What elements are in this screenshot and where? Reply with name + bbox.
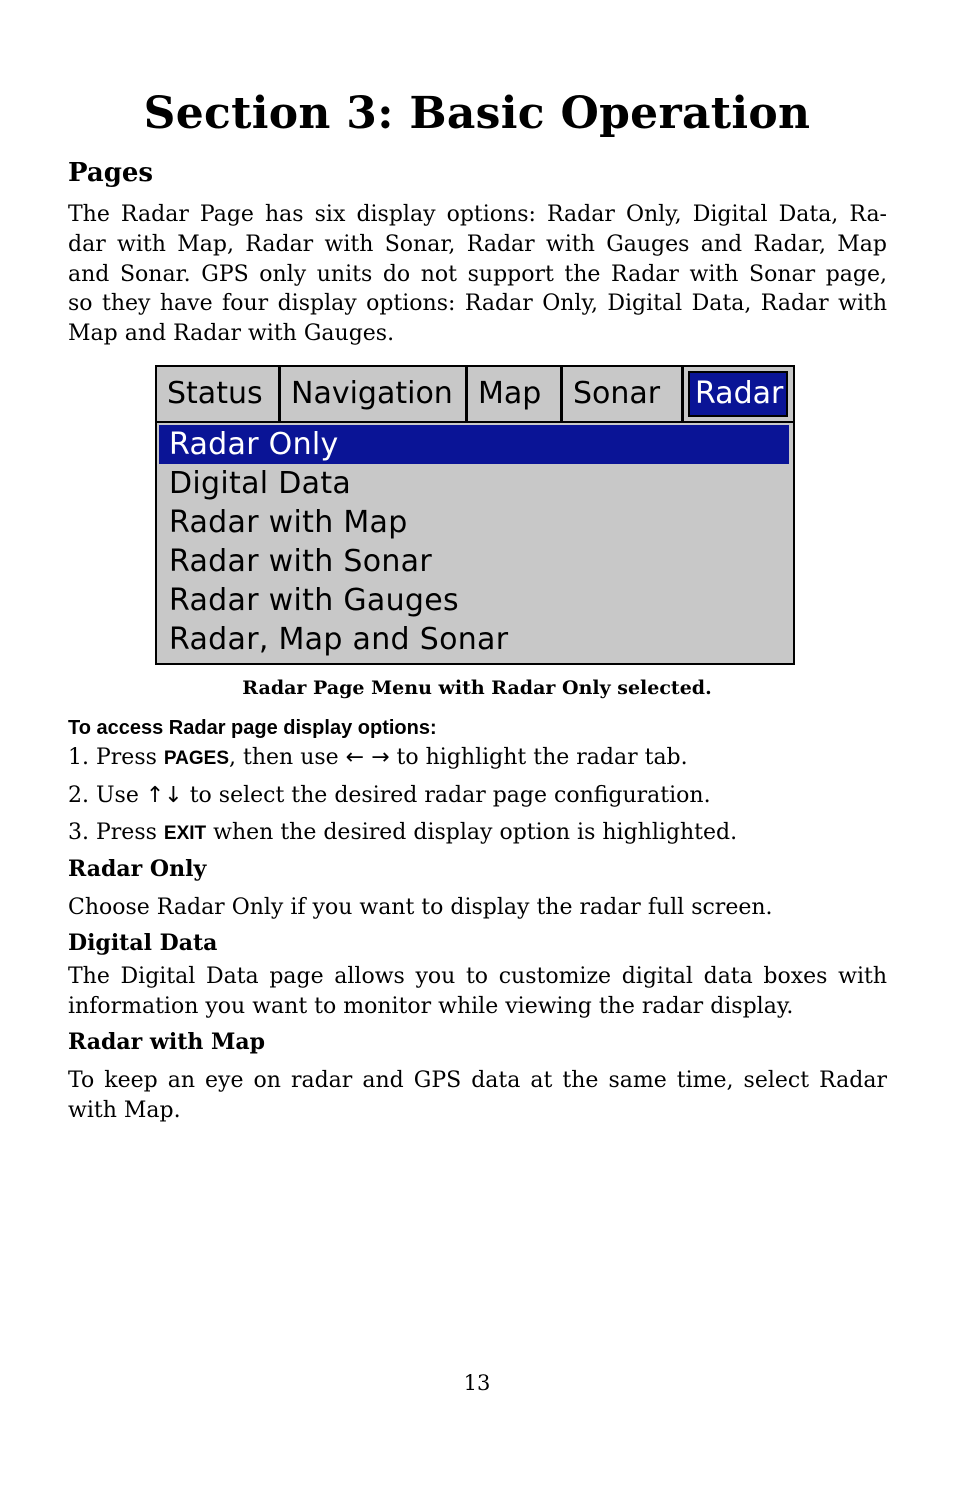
step-text: , then use <box>229 745 346 770</box>
menu-item-radar-with-sonar[interactable]: Radar with Sonar <box>169 544 432 579</box>
menu-item-radar-only[interactable]: Radar Only <box>159 425 789 464</box>
step-1 <box>68 744 688 773</box>
tab-sonar[interactable]: Sonar <box>573 376 661 411</box>
tab-map[interactable]: Map <box>468 367 563 421</box>
radar-with-map-heading: Radar with Map <box>68 1029 266 1055</box>
step-text: when the desired display option is highlighted. <box>206 820 738 845</box>
intro-paragraph <box>68 200 887 349</box>
intro-line: so they have four display options: Radar Only, Digital Data, Radar with <box>68 291 887 317</box>
step-text: to select the desired radar page configuration. <box>182 783 711 808</box>
radar-only-line: Choose Radar Only if you want to display the radar full screen. <box>68 895 773 920</box>
menu-item-digital-data[interactable]: Digital Data <box>169 466 352 501</box>
menu-item-radar-with-gauges[interactable]: Radar with Gauges <box>169 583 459 618</box>
figure-caption: Radar Page Menu with Radar Only selected. <box>242 677 712 699</box>
pages-heading: Pages <box>68 158 154 188</box>
menu-item-radar-with-map[interactable]: Radar with Map <box>169 505 408 540</box>
left-right-arrows-icon: ← → <box>345 745 390 770</box>
tab-bar <box>157 367 793 423</box>
radar-page-menu-screenshot <box>155 365 795 665</box>
step-text: to highlight the radar tab. <box>389 745 688 770</box>
radar-with-map-line: To keep an eye on radar and GPS data at the same time, select Radar <box>68 1068 887 1093</box>
intro-line: Map and Radar with Gauges. <box>68 321 395 347</box>
digital-data-paragraph <box>68 962 887 1022</box>
radar-page-options-menu <box>159 425 789 659</box>
digital-data-line: The Digital Data page allows you to customize digital data boxes with <box>68 964 887 989</box>
tab-radar[interactable]: Radar <box>688 371 788 417</box>
radar-only-paragraph <box>68 893 887 923</box>
menu-item-radar-map-sonar[interactable]: Radar, Map and Sonar <box>169 622 509 657</box>
tab-radar-container <box>681 367 793 421</box>
page-title: Section 3: Basic Operation <box>143 88 811 139</box>
page-number: 13 <box>463 1371 491 1395</box>
tab-navigation[interactable]: Navigation <box>281 367 468 421</box>
up-down-arrows-icon: ↑↓ <box>145 783 183 808</box>
step-text: 1. Press <box>68 745 164 770</box>
step-text: 2. Use <box>68 783 146 808</box>
exit-key-label: EXIT <box>163 823 207 844</box>
radar-only-heading: Radar Only <box>68 856 207 882</box>
instructions-heading: To access Radar page display options: <box>68 717 437 739</box>
intro-line: The Radar Page has six display options: Radar Only, Digital Data, Ra- <box>68 202 887 227</box>
intro-line: dar with Map, Radar with Sonar, Radar with Gauges and Radar, Map <box>68 231 887 257</box>
step-3 <box>68 819 737 848</box>
digital-data-line: information you want to monitor while viewing the radar display. <box>68 993 794 1019</box>
tab-status[interactable]: Status <box>157 367 281 421</box>
digital-data-heading: Digital Data <box>68 930 218 956</box>
intro-line: and Sonar. GPS only units do not support the Radar with Sonar page, <box>68 261 887 287</box>
pages-key-label: PAGES <box>163 748 230 769</box>
step-text: 3. Press <box>68 820 164 845</box>
radar-with-map-line: with Map. <box>68 1097 181 1123</box>
step-2 <box>68 782 711 810</box>
radar-with-map-paragraph <box>68 1066 887 1126</box>
